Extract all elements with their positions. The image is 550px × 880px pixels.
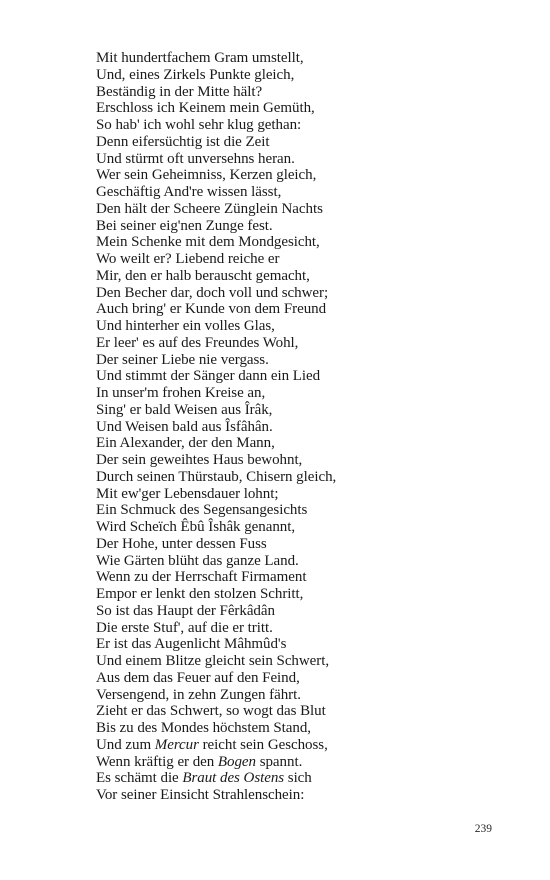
poem-line-segment: Es schämt die — [96, 770, 183, 787]
poem-line-segment: Und zum — [96, 736, 155, 753]
poem-line: Und, eines Zirkels Punkte gleich, — [96, 66, 295, 83]
poem-line-segment: sich — [284, 770, 312, 787]
poem-line: Ein Schmuck des Segensangesichts — [96, 502, 308, 519]
poem-line: Den hält der Scheere Zünglein Nachts — [96, 200, 323, 217]
poem-line: Und stimmt der Sänger dann ein Lied — [96, 368, 321, 385]
poem-line: Erschloss ich Keinem mein Gemüth, — [96, 100, 315, 117]
poem-line: Denn eifersüchtig ist die Zeit — [96, 133, 270, 150]
poem-line: Auch bring' er Kunde von dem Freund — [96, 301, 327, 318]
poem-line: Beständig in der Mitte hält? — [96, 83, 263, 100]
poem-line: Die erste Stuf', auf die er tritt. — [96, 619, 273, 636]
poem-line: Der sein geweihtes Haus bewohnt, — [96, 452, 303, 468]
poem-line: So ist das Haupt der Fêrkâdân — [96, 602, 275, 619]
poem-line: Aus dem das Feuer auf den Feind, — [96, 669, 300, 686]
poem-line: Und einem Blitze gleicht sein Schwert, — [96, 653, 330, 669]
poem-line-segment: Wenn kräftig er den — [96, 753, 218, 770]
poem-line: Mit ew'ger Lebensdauer lohnt; — [96, 485, 279, 502]
poem-line: Mit hundertfachem Gram umstellt, — [96, 50, 304, 66]
poem-text — [96, 50, 336, 804]
poem-line: Wenn zu der Herrschaft Firmament — [96, 569, 307, 586]
poem-line-segment: reicht sein Geschoss, — [198, 736, 328, 753]
poem-line-italic: Mercur — [154, 736, 199, 753]
poem-line-segment: spannt. — [256, 753, 303, 770]
poem-line — [96, 737, 336, 754]
poem-line: Vor seiner Einsicht Strahlenschein: — [96, 787, 305, 803]
poem-line: Er leer' es auf des Freundes Wohl, — [96, 334, 299, 351]
poem-line: Durch seinen Thürstaub, Chisern gleich, — [96, 468, 337, 485]
poem-line: Geschäftig And're wissen lässt, — [96, 184, 282, 200]
poem-line: In unser'm frohen Kreise an, — [96, 385, 266, 401]
poem-line: Wird Scheïch Êbû Îshâk genannt, — [96, 519, 296, 535]
poem-line: Er ist das Augenlicht Mâhmûd's — [96, 636, 287, 653]
poem-line: Bei seiner eig'nen Zunge fest. — [96, 217, 273, 234]
poem-line: Empor er lenkt den stolzen Schritt, — [96, 586, 304, 602]
poem-line: Und Weisen bald aus Îsfâhân. — [96, 418, 273, 435]
poem-line — [96, 754, 336, 771]
poem-line: So hab' ich wohl sehr klug gethan: — [96, 117, 302, 133]
poem-line: Wer sein Geheimniss, Kerzen gleich, — [96, 167, 317, 184]
poem-line: Und hinterher ein volles Glas, — [96, 318, 275, 334]
poem-line — [96, 770, 336, 787]
poem-line: Sing' er bald Weisen aus Îrâk, — [96, 401, 273, 418]
poem-line: Der Hohe, unter dessen Fuss — [96, 535, 267, 552]
poem-line: Mein Schenke mit dem Mondgesicht, — [96, 234, 320, 251]
poem-line: Den Becher dar, doch voll und schwer; — [96, 284, 329, 301]
poem-line: Bis zu des Mondes höchstem Stand, — [96, 720, 312, 736]
poem-line: Zieht er das Schwert, so wogt das Blut — [96, 703, 326, 720]
poem-line: Ein Alexander, der den Mann, — [96, 435, 275, 452]
poem-line: Wo weilt er? Liebend reiche er — [96, 251, 280, 267]
poem-line-italic: Braut des Ostens — [182, 770, 285, 787]
poem-line: Und stürmt oft unversehns heran. — [96, 150, 295, 167]
poem-line: Der seiner Liebe nie vergass. — [96, 351, 269, 368]
poem-line: Versengend, in zehn Zungen fährt. — [96, 686, 301, 703]
page-number: 239 — [474, 823, 492, 835]
poem-line-italic: Bogen — [217, 753, 256, 770]
poem-line: Mir, den er halb berauscht gemacht, — [96, 267, 310, 284]
poem-line: Wie Gärten blüht das ganze Land. — [96, 552, 299, 569]
